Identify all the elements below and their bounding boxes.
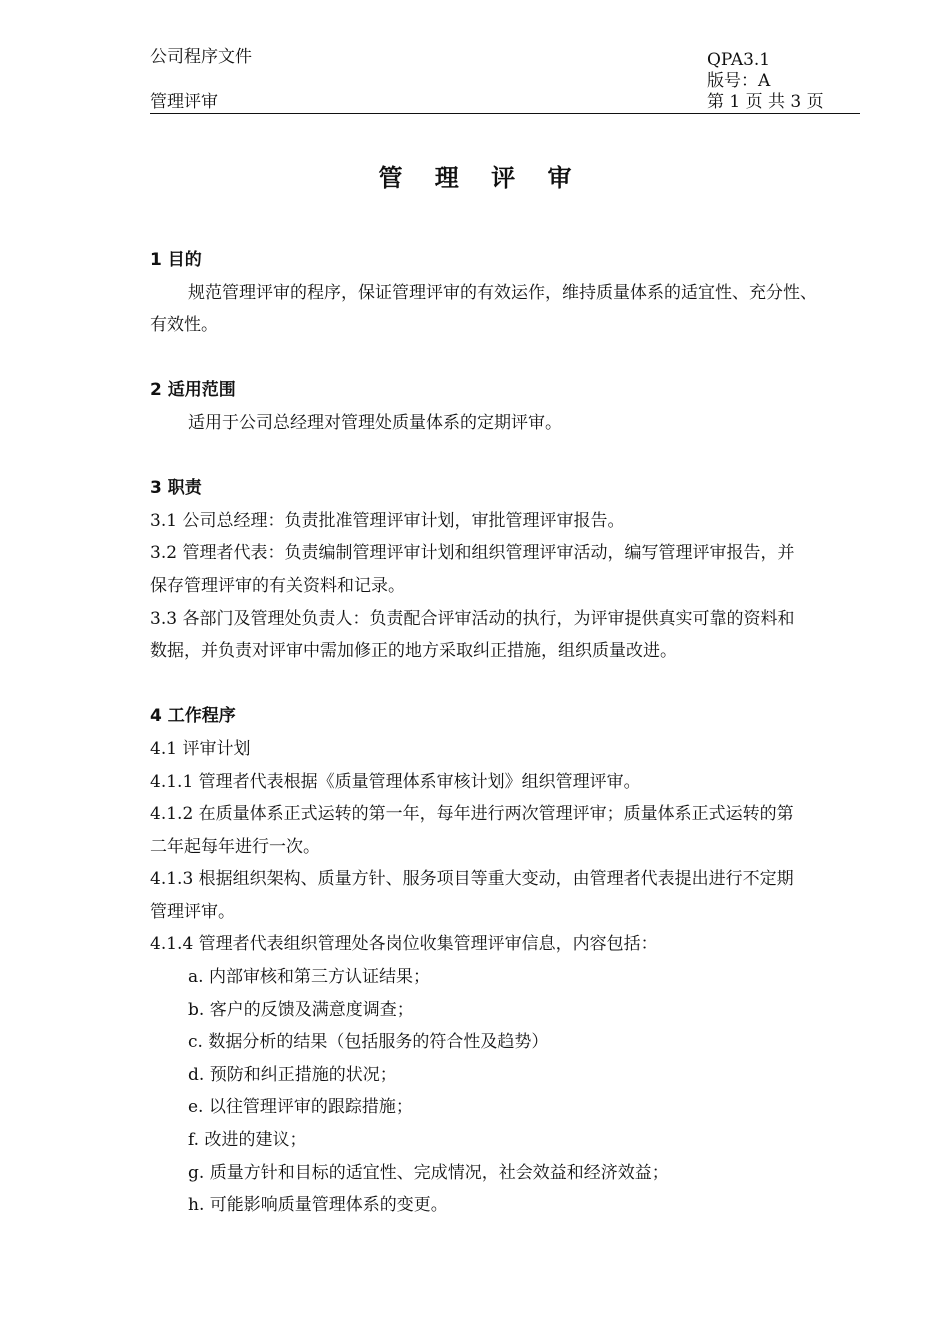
section-procedure: [150, 700, 868, 1222]
header-page-info: 第 1 页 共 3 页: [707, 92, 824, 112]
document-title: 管 理 评 审: [378, 164, 584, 192]
list-item: h. 可能影响质量管理体系的变更。: [188, 1195, 448, 1216]
paragraph-line: 有效性。: [150, 315, 218, 336]
header-rule: [150, 113, 860, 114]
list-item: b. 客户的反馈及满意度调查；: [188, 999, 414, 1020]
paragraph-line: 4.1.2 在质量体系正式运转的第一年，每年进行两次管理评审；质量体系正式运转的第: [150, 804, 794, 825]
section-responsibility: [150, 472, 868, 668]
section-purpose: [150, 244, 868, 342]
section-heading: 2 适用范围: [150, 380, 236, 401]
paragraph-line: 适用于公司总经理对管理处质量体系的定期评审。: [188, 412, 562, 433]
header-doc-code: QPA3.1: [707, 50, 771, 70]
paragraph-line: 二年起每年进行一次。: [150, 836, 320, 857]
paragraph-line: 规范管理评审的程序，保证管理评审的有效运作，维持质量体系的适宜性、充分性、: [188, 282, 817, 303]
section-heading: 4 工作程序: [150, 706, 236, 727]
paragraph-line: 3.1 公司总经理：负责批准管理评审计划，审批管理评审报告。: [150, 510, 625, 531]
list-item: f. 改进的建议；: [188, 1130, 307, 1151]
section-scope: [150, 374, 868, 439]
paragraph-line: 管理评审。: [150, 901, 235, 922]
paragraph-line: 数据，并负责对评审中需加修正的地方采取纠正措施，组织质量改进。: [150, 641, 677, 662]
header-version: 版号：A: [707, 71, 771, 91]
list-item: g. 质量方针和目标的适宜性、完成情况，社会效益和经济效益；: [188, 1162, 669, 1183]
paragraph-line: 3.3 各部门及管理处负责人：负责配合评审活动的执行，为评审提供真实可靠的资料和: [150, 608, 795, 629]
spacer: [150, 342, 868, 375]
document-body: [150, 244, 868, 1222]
list-item: c. 数据分析的结果（包括服务的符合性及趋势）: [188, 1032, 549, 1053]
paragraph-line: 4.1 评审计划: [150, 738, 251, 759]
paragraph-line: 4.1.1 管理者代表根据《质量管理体系审核计划》组织管理评审。: [150, 771, 641, 792]
spacer: [150, 668, 868, 701]
paragraph-line: 3.2 管理者代表：负责编制管理评审计划和组织管理评审活动，编写管理评审报告，并: [150, 543, 795, 564]
paragraph-line: 4.1.3 根据组织架构、质量方针、服务项目等重大变动，由管理者代表提出进行不定期: [150, 869, 794, 890]
list-item: e. 以往管理评审的跟踪措施；: [188, 1097, 413, 1118]
header-company-doc: 公司程序文件: [150, 47, 252, 67]
list-item: a. 内部审核和第三方认证结果；: [188, 967, 430, 988]
section-heading: 3 职责: [150, 478, 202, 499]
paragraph-line: 4.1.4 管理者代表组织管理处各岗位收集管理评审信息，内容包括：: [150, 934, 658, 955]
header-section-name: 管理评审: [150, 92, 218, 112]
section-heading: 1 目的: [150, 250, 202, 270]
spacer: [150, 440, 868, 473]
list-item: d. 预防和纠正措施的状况；: [188, 1064, 397, 1085]
paragraph-line: 保存管理评审的有关资料和记录。: [150, 575, 405, 596]
